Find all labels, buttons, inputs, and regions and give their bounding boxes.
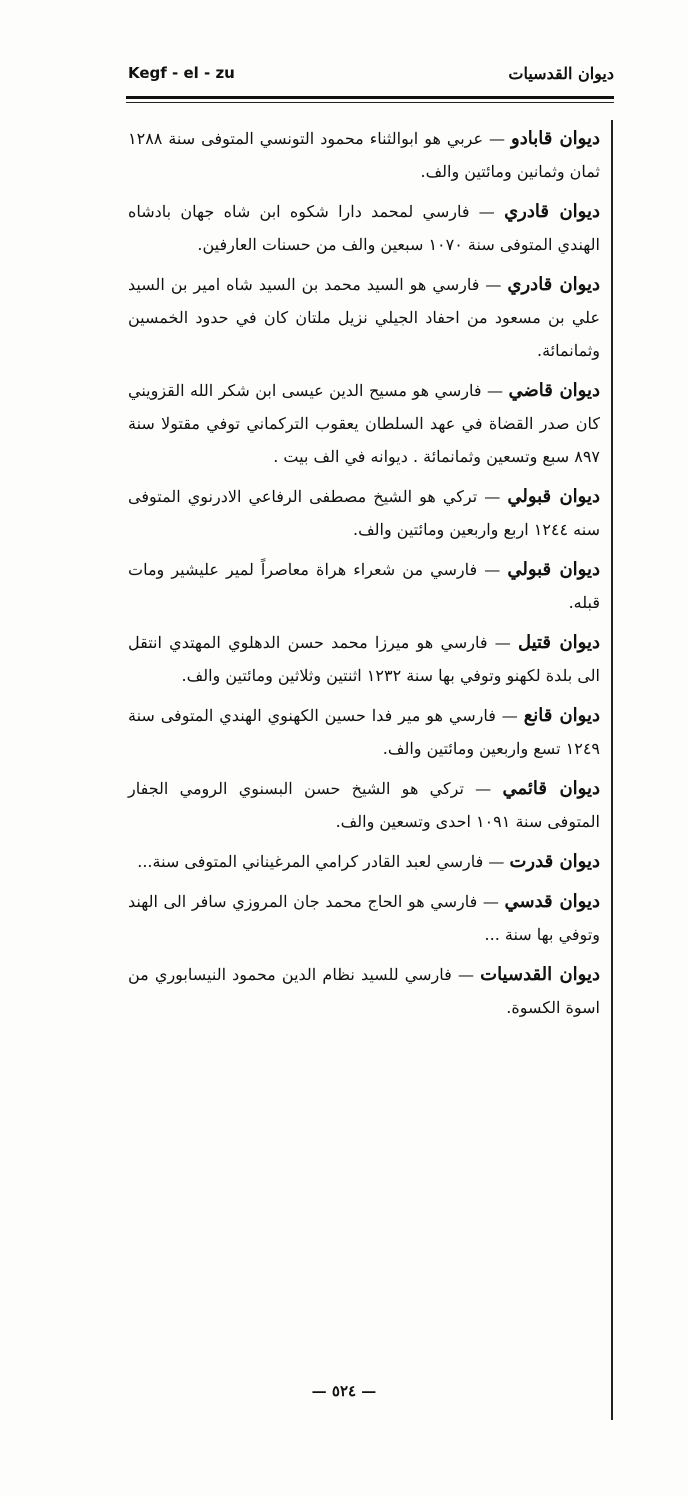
entry-head: ديوان قدرت <box>509 851 600 872</box>
entry-head: ديوان قتيل <box>517 632 600 653</box>
entry <box>128 374 600 473</box>
page-header <box>128 64 614 90</box>
entries-list <box>128 122 600 1031</box>
entry-head: ديوان قبولي <box>507 559 600 580</box>
running-head-right: ديوان القدسيات <box>508 64 614 83</box>
entry-text: — فارسي هو مير فدا حسين الكهنوي الهندي المتوفى سنة ١٢٤٩ تسع واربعين ومائتين والف. <box>128 706 600 758</box>
entry <box>128 772 600 838</box>
entry <box>128 845 600 878</box>
margin-rule <box>611 120 613 1420</box>
entry <box>128 195 600 261</box>
entry-text: — عربي هو ابوالثناء محمود التونسي المتوفى سنة ١٢٨٨ ثمان وثمانين ومائتين والف. <box>128 129 600 181</box>
header-rule-thick <box>126 96 614 99</box>
entry-text: — تركي هو الشيخ مصطفى الرفاعي الادرنوي المتوفى سنه ١٢٤٤ اربع واربعين ومائتين والف. <box>128 487 600 539</box>
entry-head: ديوان قابادو <box>511 128 601 149</box>
entry <box>128 268 600 367</box>
entry <box>128 699 600 765</box>
entry-text: — فارسي لعبد القادر كرامي المرغيناني المتوفى سنة... <box>137 852 510 871</box>
entry-head: ديوان قائمي <box>502 778 600 799</box>
entry-head: ديوان قادري <box>507 274 601 295</box>
entry-head: ديوان قبولي <box>507 486 600 507</box>
running-head-left: Kegf - el - zu <box>128 64 235 82</box>
entry <box>128 885 600 951</box>
entry <box>128 626 600 692</box>
entry-head: ديوان قاضي <box>508 380 601 401</box>
entry-text: — فارسي لمحمد دارا شكوه ابن شاه جهان بادشاه الهندي المتوفى سنة ١٠٧٠ سبعين والف من حسنات العارفين. <box>128 202 600 254</box>
entry-text: — فارسي هو الحاج محمد جان المروزي سافر الى الهند وتوفي بها سنة ... <box>128 892 600 944</box>
entry <box>128 553 600 619</box>
entry <box>128 122 600 188</box>
entry-head: ديوان قدسي <box>504 891 600 912</box>
entry-text: — فارسي هو مسيح الدين عيسى ابن شكر الله القزويني كان صدر القضاة في عهد السلطان يعقوب التركماني توفي مقتولا سنة ٨٩٧ سبع وتسعين وثمانمائة . ديوانه في الف بيت . <box>128 381 600 466</box>
entry <box>128 958 600 1024</box>
entry-text: — فارسي للسيد نظام الدين محمود النيسابوري من اسوة الكسوة. <box>128 965 600 1017</box>
entry-text: — فارسي هو ميرزا محمد حسن الدهلوي المهتدي انتقل الى بلدة لكهنو وتوفي بها سنة ١٢٣٢ اثنتين وثلاثين ومائتين والف. <box>128 633 600 685</box>
page-number: — ٥٢٤ — <box>311 1382 377 1400</box>
entry-text: — فارسي هو السيد محمد بن السيد شاه امير بن السيد علي بن مسعود من احفاد الجيلي نزيل ملتان كان في حدود الخمسين وثمانمائة. <box>128 275 600 360</box>
entry-text: — فارسي من شعراء هراة معاصراً لمير عليشير ومات قبله. <box>128 560 600 612</box>
entry-head: ديوان قانع <box>523 705 600 726</box>
entry <box>128 480 600 546</box>
entry-text: — تركي هو الشيخ حسن البسنوي الرومي الجفار المتوفى سنة ١٠٩١ احدى وتسعين والف. <box>128 779 600 831</box>
entry-head: ديوان قادري <box>504 201 600 222</box>
header-rule-thin <box>126 102 614 103</box>
entry-head: ديوان القدسيات <box>480 964 601 985</box>
